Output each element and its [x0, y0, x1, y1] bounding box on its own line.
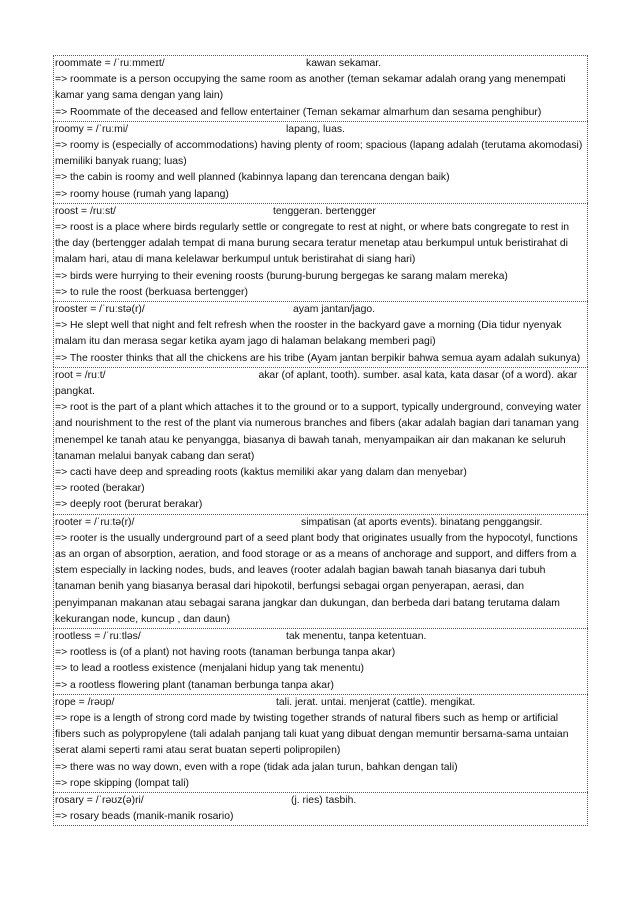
meaning: (j. ries) tasbih.: [291, 795, 357, 807]
entry-header: [55, 368, 585, 400]
example-line: => roomy is (especially of accommodations) having plenty of room; spacious (lapang adalah (terutama akomodasi) memiliki banyak ruang; luas): [55, 139, 583, 168]
entry-rosary: [53, 792, 588, 826]
headword: rooter = /ˈruːtə(r)/: [55, 516, 135, 528]
entry-root: [53, 367, 588, 514]
headword: rooster = /ˈruːstə(r)/: [55, 304, 145, 315]
entry-header: [55, 122, 585, 138]
meaning: tak menentu, tanpa ketentuan.: [286, 631, 427, 643]
example-line: => The rooster thinks that all the chickens are his tribe (Ayam jantan berpikir bahwa semua ayam adalah sukunya): [55, 352, 581, 364]
example-line: => rootless is (of a plant) not having roots (tanaman berbunga tanpa akar): [55, 647, 396, 659]
headword: rope = /rəʊp/: [55, 696, 115, 708]
entry-header: [55, 302, 585, 318]
entry-rooter: [53, 514, 588, 628]
example-line: => there was no way down, even with a rope (tidak ada jalan turun, bahkan dengan tali): [55, 761, 458, 773]
headword: roommate = /ˈruːmmeɪt/: [55, 58, 165, 69]
headword: root = /ruːt/: [55, 369, 106, 381]
entry-rootless: [53, 628, 588, 694]
headword: rosary = /ˈrəʊz(ə)ri/: [55, 795, 144, 807]
meaning: lapang, luas.: [286, 123, 345, 135]
headword: roost = /ruːst/: [55, 205, 116, 217]
headword: roomy = /ˈruːmi/: [55, 123, 129, 135]
meaning: akar (of aplant, tooth). sumber. asal kata, kata dasar (of a word). akar pangkat.: [55, 369, 578, 397]
example-line: => roost is a place where birds regularly settle or congregate to rest at night, or where bats congregate to rest in the day (bertengger adalah tempat di mana burung secara teratur menetap atau berkumpul untuk beristirahat di malam hari, atau di mana kelelawar berkumpul untuk beristirahat di siang hari): [55, 221, 570, 266]
example-line: => Roommate of the deceased and fellow entertainer (Teman sekamar almarhum dan sesama penghibur): [55, 106, 542, 118]
example-line: => a rootless flowering plant (tanaman berbunga tanpa akar): [55, 679, 334, 691]
example-line: => rooted (berakar): [55, 483, 145, 495]
example-line: => deeply root (berurat berakar): [55, 499, 203, 511]
entry-roost: [53, 203, 588, 301]
meaning: ayam jantan/jago.: [293, 304, 376, 315]
example-line: => roomy house (rumah yang lapang): [55, 188, 229, 200]
entry-header: [55, 204, 585, 220]
example-line: => rope is a length of strong cord made by twisting together strands of natural fibers such as hemp or artificial fibers such as polypropylene (tali adalah panjang tali kuat yang dibuat dengan memuntir bersama-sama untaian serat alami seperti rami atau serat buatan seperti polipropilen): [55, 713, 569, 757]
meaning: tenggeran. bertengger: [273, 205, 376, 217]
entry-rooster: [53, 301, 588, 367]
example-line: => roommate is a person occupying the same room as another (teman sekamar adalah orang yang menempati kamar yang sama dengan yang lain): [55, 74, 566, 102]
dictionary-page: [53, 55, 588, 826]
example-line: => He slept well that night and felt refresh when the rooster in the backyard gave a morning (Dia tidur nyenyak malam itu dan merasa segar ketika ayam jago di halaman belakang memberi pagi): [55, 320, 562, 348]
meaning: kawan sekamar.: [306, 58, 382, 69]
entry-roomy: [53, 121, 588, 203]
example-line: => rooter is the usually underground part of a seed plant body that originates usually from the hypocotyl, functions as an organ of absorption, aeration, and food storage or as a means of anchorage and support, and differs from a stem especially in lacking nodes, buds, and leaves (rooter adalah bagian bawah tanah biasanya dari tubuh tanaman benih yang biasanya berasal dari hipokotil, berfungsi sebagai organ penyerapan, aerasi, dan penyimpanan makanan atau sebagai sarana jangkar dan dukungan, dan berbeda dari batang terutama dalam kekurangan node, kuncup , dan daun): [55, 532, 578, 625]
meaning: tali. jerat. untai. menjerat (cattle). mengikat.: [276, 696, 476, 708]
meaning: simpatisan (at aports events). binatang penggangsir.: [301, 516, 543, 528]
entry-header: [55, 695, 585, 711]
entry-rope: [53, 694, 588, 792]
headword: rootless = /ˈruːtləs/: [55, 631, 141, 643]
example-line: => root is the part of a plant which attaches it to the ground or to a support, typically underground, conveying water and nourishment to the rest of the plant via numerous branches and fibers (akar adalah bagian dari tanaman yang menempel ke tanah atau ke penyangga, biasanya di bawah tanah, menyampaikan air dan makanan ke seluruh tanaman melalui banyak cabang dan serat): [55, 402, 582, 462]
example-line: => the cabin is roomy and well planned (kabinnya lapang dan terencana dengan baik): [55, 172, 450, 184]
entry-header: [55, 56, 585, 72]
example-line: => rope skipping (lompat tali): [55, 777, 189, 789]
entry-header: [55, 515, 585, 531]
entry-header: [55, 629, 585, 645]
example-line: => to lead a rootless existence (menjalani hidup yang tak menentu): [55, 663, 365, 675]
example-line: => cacti have deep and spreading roots (kaktus memiliki akar yang dalam dan menyebar): [55, 467, 467, 479]
example-line: => rosary beads (manik-manik rosario): [55, 811, 234, 823]
entry-header: [55, 793, 585, 809]
example-line: => to rule the roost (berkuasa bertengger): [55, 286, 248, 298]
entry-roommate: [53, 55, 588, 121]
example-line: => birds were hurrying to their evening roosts (burung-burung bergegas ke sarang malam mereka): [55, 270, 508, 282]
